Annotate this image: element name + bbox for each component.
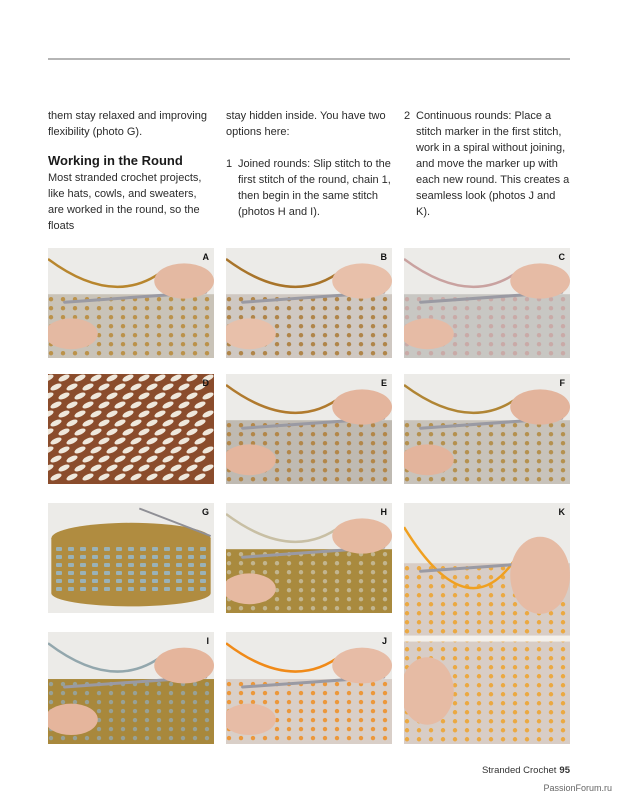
crochet-photo-art	[404, 374, 570, 484]
crochet-photo-art	[404, 503, 570, 744]
page-footer	[482, 765, 570, 776]
photo-k	[404, 503, 570, 744]
col1-intro: them stay relaxed and improving flexibility (photo G).	[48, 110, 207, 138]
list-text-1: Joined rounds: Slip stitch to the first stitch of the round, chain 1, then begin in the same stitch (photos H and I).	[238, 158, 391, 218]
crochet-photo-art	[48, 374, 214, 484]
crochet-photo-art	[48, 632, 214, 744]
watermark: PassionForum.ru	[543, 783, 612, 793]
list-number-1: 1	[226, 158, 233, 170]
photo-label-b: B	[380, 252, 387, 262]
text-column-2	[226, 108, 392, 220]
photo-label-j: J	[381, 636, 387, 646]
photo-h	[226, 503, 392, 613]
header-rule	[48, 58, 570, 60]
crochet-photo-art	[404, 248, 570, 358]
footer-title: Stranded Crochet	[481, 765, 557, 776]
crochet-photo-art	[226, 632, 392, 744]
photo-j	[226, 632, 392, 744]
photo-label-f: F	[559, 378, 565, 388]
text-column-3	[404, 108, 570, 220]
photo-f	[404, 374, 570, 484]
crochet-photo-art	[226, 248, 392, 358]
photo-g	[48, 503, 214, 613]
photo-label-i: I	[206, 636, 209, 646]
photo-label-g: G	[201, 507, 209, 517]
list-item-1	[226, 156, 392, 220]
photo-e	[226, 374, 392, 484]
crochet-photo-art	[226, 374, 392, 484]
list-item-2	[404, 108, 570, 220]
text-column-1	[48, 108, 214, 234]
photo-i	[48, 632, 214, 744]
page-number: 95	[559, 765, 570, 776]
section-heading: Working in the Round	[48, 153, 183, 168]
photo-a	[48, 248, 214, 358]
col2-intro: stay hidden inside. You have two options here:	[226, 110, 386, 138]
list-number-2: 2	[404, 110, 411, 122]
photo-d	[48, 374, 214, 484]
crochet-photo-art	[226, 503, 392, 613]
list-text-2: Continuous rounds: Place a stitch marker in the first stitch, work in a spiral without joining, and move the marker up with each new round. This creates a seamless look (photos J and K).	[416, 110, 570, 218]
photo-label-a: A	[202, 252, 209, 262]
photo-b	[226, 248, 392, 358]
crochet-photo-art	[48, 248, 214, 358]
photo-label-d: D	[202, 378, 209, 388]
photo-label-h: H	[380, 507, 387, 517]
photo-label-e: E	[380, 378, 387, 388]
photo-label-c: C	[558, 252, 565, 262]
col1-body: Most stranded crochet projects, like hats, cowls, and sweaters, are worked in the round, so the floats	[48, 172, 202, 232]
crochet-photo-art	[48, 503, 214, 613]
photo-c	[404, 248, 570, 358]
photo-label-k: K	[558, 507, 565, 517]
